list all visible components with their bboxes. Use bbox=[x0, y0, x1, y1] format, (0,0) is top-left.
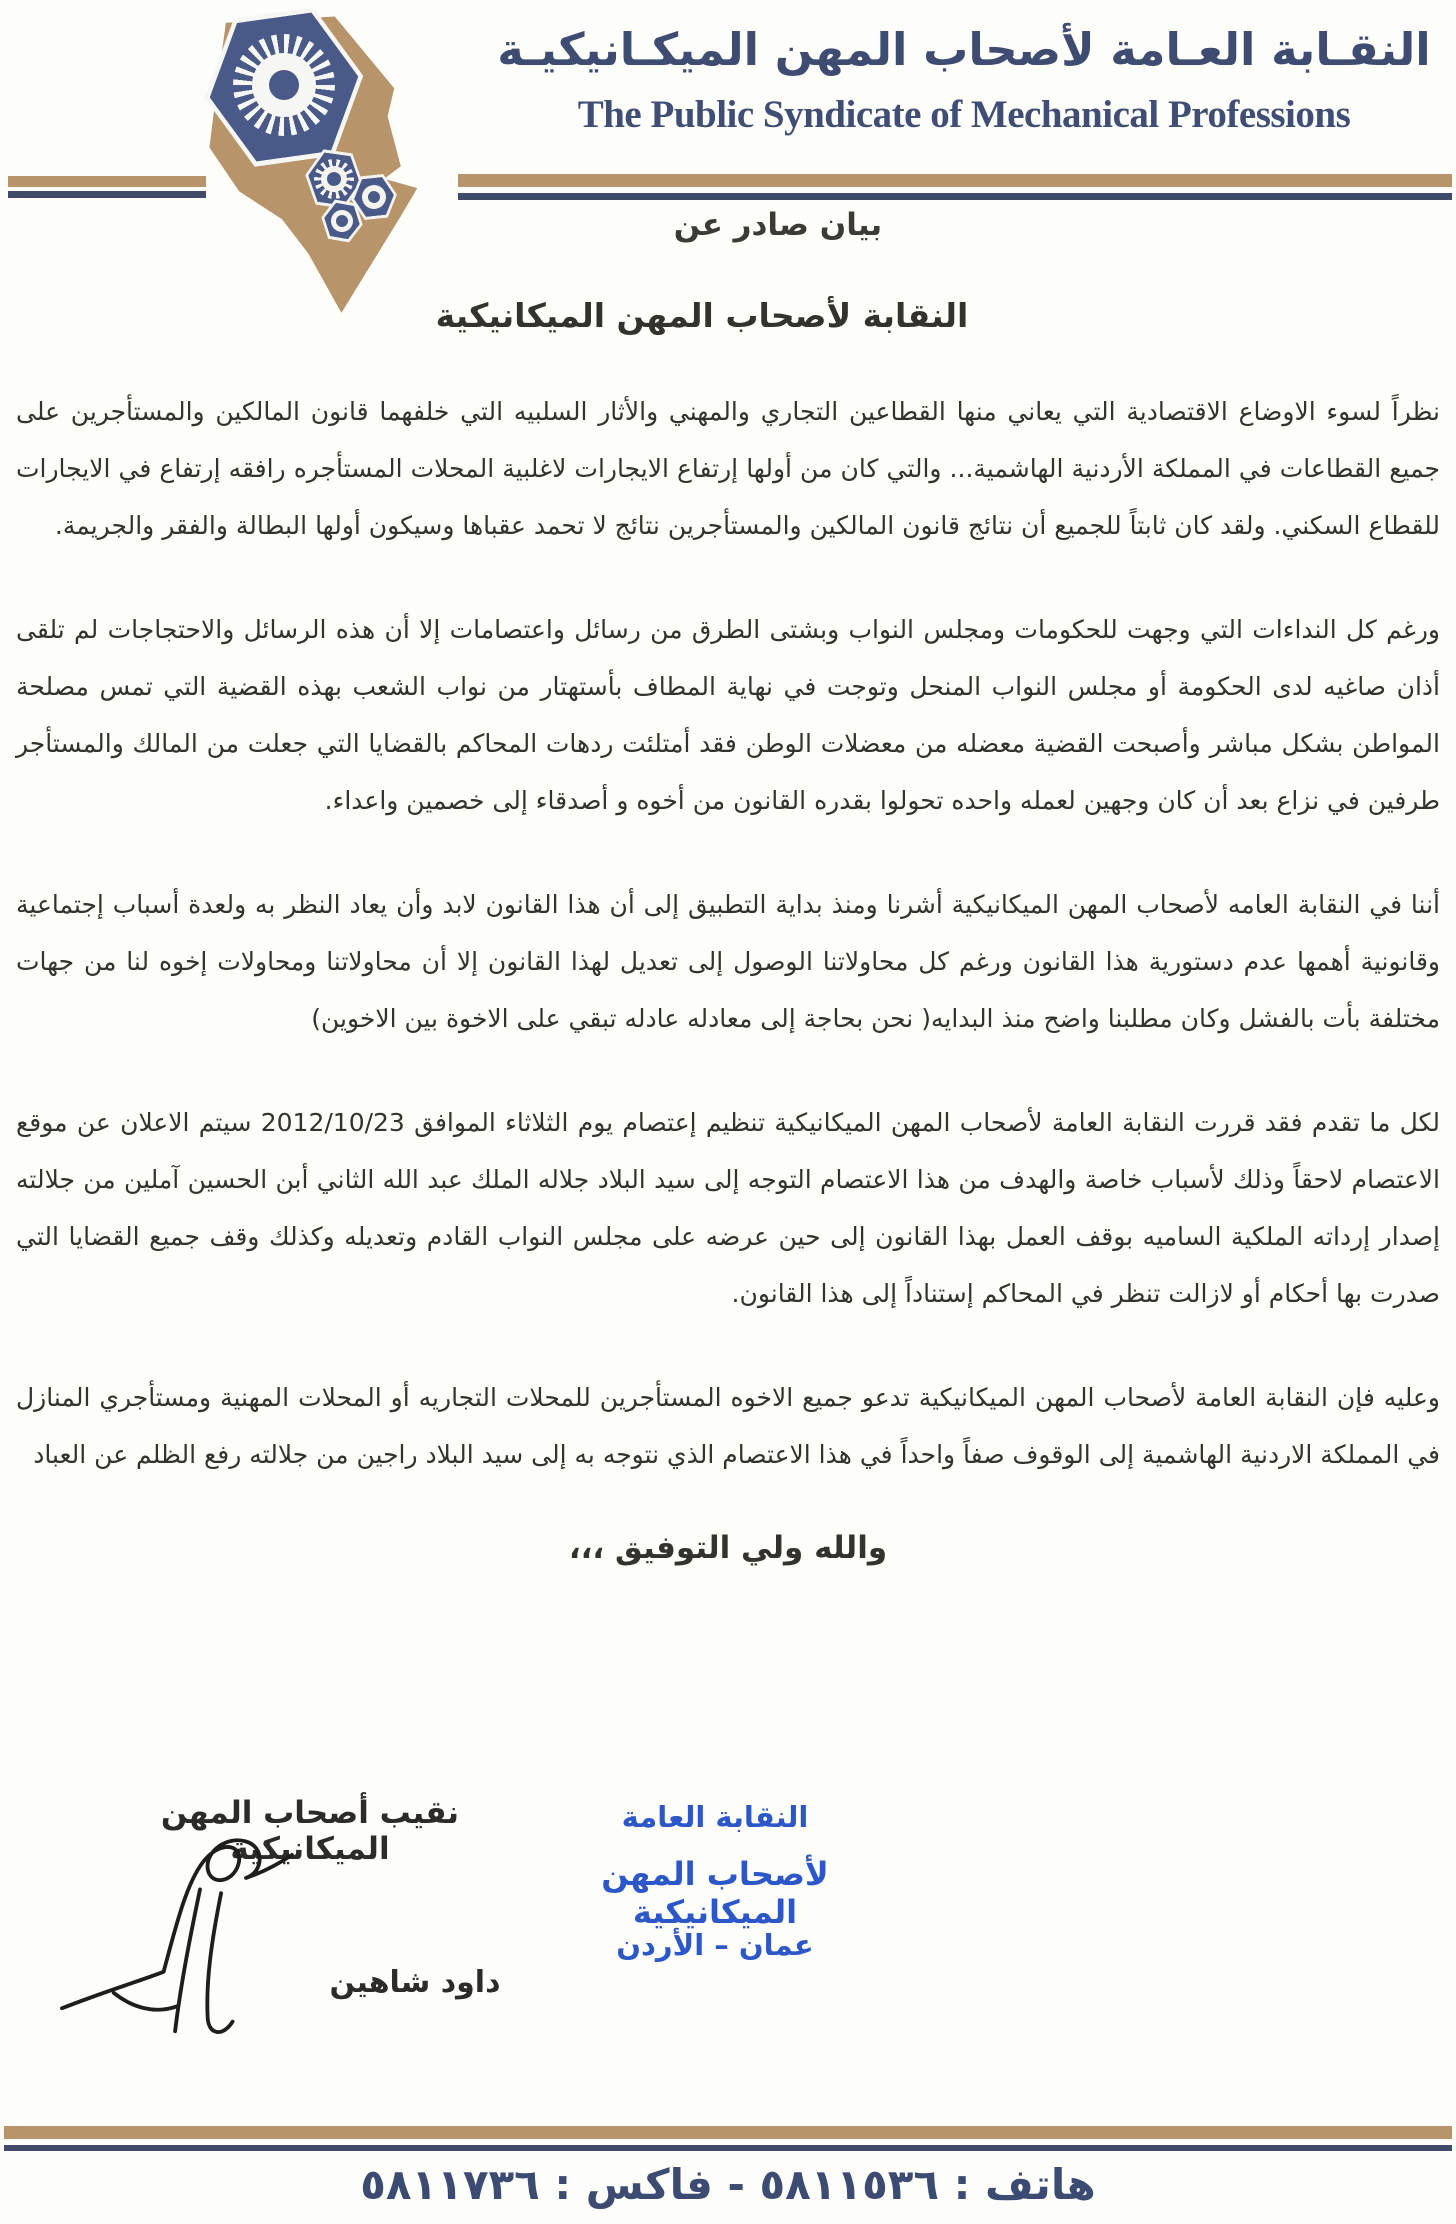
officer-title: نقيب أصحاب المهن الميكانيكية bbox=[160, 1795, 460, 1867]
statement-issued-by-label: بيان صادر عن bbox=[673, 207, 883, 243]
footer-contact: هاتف : ٥٨١١٥٣٦ - فاكس : ٥٨١١٧٣٦ bbox=[360, 2160, 1096, 2209]
letter-body bbox=[16, 383, 1440, 1566]
letter-paragraph: وعليه فإن النقابة العامة لأصحاب المهن الميكانيكية تدعو جميع الاخوه المستأجرين للمحلات التجاريه أو المحلات المهنية ومستأجري المنازل في المملكة الاردنية الهاشمية إلى الوقوف صفاً واحداً في هذا الاعتصام الذي نتوجه به إلى سيد البلاد راجين من جلالته رفع الظلم عن العباد bbox=[16, 1383, 1440, 1469]
stamp-line-1: النقابة العامة bbox=[621, 1800, 809, 1834]
header-divider-navy-right bbox=[458, 193, 1452, 200]
footer-divider-tan bbox=[4, 2126, 1452, 2139]
letter-paragraph: ورغم كل النداءات التي وجهت للحكومات ومجلس النواب وبشتى الطرق من رسائل واعتصامات إلا أن هذه الرسائل والاحتجاجات لم تلقى أذان صاغيه لدى الحكومة أو مجلس النواب المنحل وتوجت في نهاية المطاف بأستهتار من نواب الشعب بهذه القضية التي تمس مصلحة المواطن بشكل مباشر وأصبحت القضية معضله من معضلات الوطن فقد أمتلئت ردهات المحاكم بالقضايا التي جعلت من المالك والمستأجر طرفين في نزاع بعد أن كان وجهين لعمله واحده تحولوا بقدره القانون من أخوه و أصدقاء إلى خصمين واعداء. bbox=[16, 615, 1440, 815]
header-divider-navy-left bbox=[8, 191, 206, 198]
letter-paragraph: أننا في النقابة العامه لأصحاب المهن الميكانيكية أشرنا ومنذ بداية التطبيق إلى أن هذا القانون لابد وأن يعاد النظر به ولعدة أسباب إجتماعية وقانونية أهمها عدم دستورية هذا القانون ورغم كل محاولاتنا الوصول إلى تعديل لهذا القانون إلا أن محاولاتنا ومحاولات إخوه لنا من جهات مختلفة بأت بالفشل وكان مطلبنا واضح منذ البدايه( نحن بحاجة إلى معادله عادله تبقي على الاخوة بين الاخوين) bbox=[16, 890, 1440, 1033]
organization-title-arabic: النقـابة العـامة لأصحاب المهن الميكـانيكيـة bbox=[497, 23, 1431, 76]
officer-name: داود شاهين bbox=[329, 1965, 501, 2000]
letter-heading: النقابة لأصحاب المهن الميكانيكية bbox=[435, 296, 969, 335]
header-divider-tan-right bbox=[458, 174, 1452, 187]
header-title-block bbox=[488, 22, 1440, 137]
organization-title-english: The Public Syndicate of Mechanical Professions bbox=[577, 93, 1351, 137]
letter-paragraph: نظراً لسوء الاوضاع الاقتصادية التي يعاني منها القطاعين التجاري والمهني والأثار السلبيه التي خلفهما قانون المالكين والمستأجرين على جميع القطاعات في المملكة الأردنية الهاشمية... والتي كان من أولها إرتفاع الايجارات لاغلبية المحلات المستأجره رافقه إرتفاع في الايجارات للقطاع السكني. ولقد كان ثابتاً للجميع أن نتائج قانون المالكين والمستأجرين نتائج لا تحمد عقباها وسيكون أولها البطالة والفقر والجريمة. bbox=[16, 397, 1440, 540]
syndicate-logo bbox=[150, 4, 480, 316]
letter-closing: والله ولي التوفيق ،،، bbox=[568, 1530, 888, 1566]
footer-divider-navy bbox=[4, 2145, 1452, 2151]
stamp-line-2: لأصحاب المهن الميكانيكية bbox=[601, 1855, 829, 1931]
letter-paragraph: لكل ما تقدم فقد قررت النقابة العامة لأصحاب المهن الميكانيكية تنظيم إعتصام يوم الثلاثاء الموافق 2012/10/23 سيتم الاعلان عن موقع الاعتصام لاحقاً وذلك لأسباب خاصة والهدف من هذا الاعتصام التوجه إلى سيد البلاد جلاله الملك عبد الله الثاني أبن الحسين آملين من جلالته إصدار إرداته الملكية الساميه بوقف العمل بهذا القانون إلى حين عرضه على مجلس النواب القادم وتعديله وكذلك وقف جميع القضايا التي صدرت بها أحكام أو لازالت تنظر في المحاكم إستناداً إلى هذا القانون. bbox=[16, 1108, 1440, 1308]
stamp-line-3: عمان – الأردن bbox=[616, 1928, 814, 1962]
handwritten-signature bbox=[55, 1830, 345, 2060]
header-divider-tan-left bbox=[8, 176, 206, 187]
